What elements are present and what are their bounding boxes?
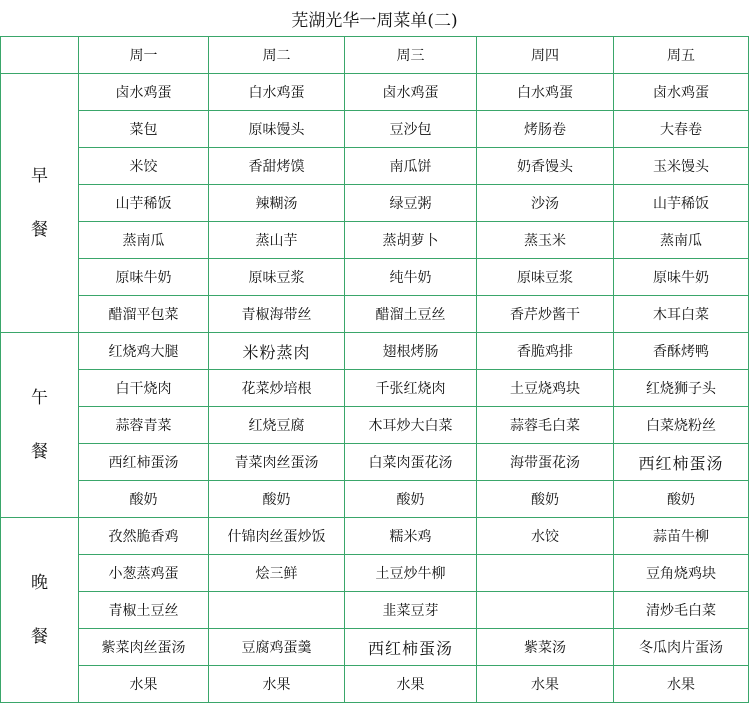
dish-cell: 西红柿蛋汤 [345, 629, 477, 666]
menu-row [1, 407, 749, 444]
menu-row [1, 185, 749, 222]
day-header: 周二 [209, 37, 345, 74]
dish-cell [477, 592, 614, 629]
dish-cell: 小葱蒸鸡蛋 [79, 555, 209, 592]
menu-row [1, 592, 749, 629]
day-header: 周五 [614, 37, 749, 74]
dish-cell: 紫菜汤 [477, 629, 614, 666]
dish-cell: 白菜烧粉丝 [614, 407, 749, 444]
dish-cell: 米饺 [79, 148, 209, 185]
dish-cell: 青椒海带丝 [209, 296, 345, 333]
meal-label-char: 餐 [31, 627, 48, 647]
dish-cell: 水果 [477, 666, 614, 703]
dish-cell: 韭菜豆芽 [345, 592, 477, 629]
dish-cell: 酸奶 [614, 481, 749, 518]
dish-cell: 醋溜平包菜 [79, 296, 209, 333]
dish-cell: 烤肠卷 [477, 111, 614, 148]
dish-cell: 蒸南瓜 [79, 222, 209, 259]
dish-cell: 蒜蓉青菜 [79, 407, 209, 444]
dish-cell: 红烧鸡大腿 [79, 333, 209, 370]
menu-row [1, 370, 749, 407]
dish-cell: 水果 [614, 666, 749, 703]
menu-row [1, 629, 749, 666]
day-header: 周一 [79, 37, 209, 74]
dish-cell: 沙汤 [477, 185, 614, 222]
dish-cell: 绿豆粥 [345, 185, 477, 222]
dish-cell: 卤水鸡蛋 [614, 74, 749, 111]
menu-row [1, 666, 749, 703]
dish-cell: 酸奶 [209, 481, 345, 518]
dish-cell: 西红柿蛋汤 [614, 444, 749, 481]
meal-label [1, 518, 79, 703]
dish-cell: 清炒毛白菜 [614, 592, 749, 629]
dish-cell: 蒸玉米 [477, 222, 614, 259]
meal-label-char: 午 [31, 388, 48, 408]
dish-cell: 醋溜土豆丝 [345, 296, 477, 333]
menu-row [1, 148, 749, 185]
dish-cell: 木耳白菜 [614, 296, 749, 333]
dish-cell [209, 592, 345, 629]
dish-cell: 纯牛奶 [345, 259, 477, 296]
dish-cell: 蒸山芋 [209, 222, 345, 259]
dish-cell: 海带蛋花汤 [477, 444, 614, 481]
dish-cell: 青椒土豆丝 [79, 592, 209, 629]
dish-cell: 卤水鸡蛋 [345, 74, 477, 111]
dish-cell: 原味牛奶 [79, 259, 209, 296]
dish-cell: 白菜肉蛋花汤 [345, 444, 477, 481]
meal-label-char: 早 [31, 166, 48, 186]
menu-row [1, 259, 749, 296]
dish-cell: 水果 [79, 666, 209, 703]
dish-cell: 蒜苗牛柳 [614, 518, 749, 555]
dish-cell: 红烧豆腐 [209, 407, 345, 444]
dish-cell: 卤水鸡蛋 [79, 74, 209, 111]
dish-cell: 烩三鲜 [209, 555, 345, 592]
dish-cell: 白水鸡蛋 [209, 74, 345, 111]
dish-cell: 水饺 [477, 518, 614, 555]
menu-row [1, 481, 749, 518]
dish-cell: 山芋稀饭 [79, 185, 209, 222]
dish-cell: 糯米鸡 [345, 518, 477, 555]
menu-row [1, 444, 749, 481]
dish-cell: 白水鸡蛋 [477, 74, 614, 111]
dish-cell: 原味牛奶 [614, 259, 749, 296]
menu-row [1, 74, 749, 111]
dish-cell: 千张红烧肉 [345, 370, 477, 407]
dish-cell: 红烧狮子头 [614, 370, 749, 407]
menu-row [1, 518, 749, 555]
dish-cell: 翅根烤肠 [345, 333, 477, 370]
dish-cell: 菜包 [79, 111, 209, 148]
dish-cell: 水果 [209, 666, 345, 703]
dish-cell: 蒸南瓜 [614, 222, 749, 259]
dish-cell: 蒜蓉毛白菜 [477, 407, 614, 444]
dish-cell: 原味豆浆 [477, 259, 614, 296]
dish-cell: 酸奶 [345, 481, 477, 518]
dish-cell: 辣糊汤 [209, 185, 345, 222]
corner-cell [1, 37, 79, 74]
menu-title: 芜湖光华一周菜单(二) [1, 0, 749, 37]
meal-label-char: 餐 [31, 442, 48, 462]
dish-cell: 蒸胡萝卜 [345, 222, 477, 259]
dish-cell: 土豆烧鸡块 [477, 370, 614, 407]
menu-row [1, 296, 749, 333]
day-header: 周三 [345, 37, 477, 74]
dish-cell: 香甜烤馍 [209, 148, 345, 185]
dish-cell: 冬瓜肉片蛋汤 [614, 629, 749, 666]
dish-cell: 豆角烧鸡块 [614, 555, 749, 592]
meal-label [1, 333, 79, 518]
dish-cell: 大春卷 [614, 111, 749, 148]
dish-cell: 紫菜肉丝蛋汤 [79, 629, 209, 666]
dish-cell: 木耳炒大白菜 [345, 407, 477, 444]
dish-cell: 酸奶 [79, 481, 209, 518]
dish-cell: 南瓜饼 [345, 148, 477, 185]
dish-cell: 青菜肉丝蛋汤 [209, 444, 345, 481]
menu-row [1, 111, 749, 148]
dish-cell: 豆沙包 [345, 111, 477, 148]
dish-cell: 豆腐鸡蛋羹 [209, 629, 345, 666]
meal-label-char: 晚 [31, 573, 48, 593]
dish-cell: 原味豆浆 [209, 259, 345, 296]
dish-cell: 香芹炒酱干 [477, 296, 614, 333]
dish-cell: 西红柿蛋汤 [79, 444, 209, 481]
menu-row [1, 555, 749, 592]
day-header: 周四 [477, 37, 614, 74]
meal-label [1, 74, 79, 333]
meal-label-char: 餐 [31, 220, 48, 240]
dish-cell: 土豆炒牛柳 [345, 555, 477, 592]
menu-row [1, 222, 749, 259]
dish-cell: 花菜炒培根 [209, 370, 345, 407]
dish-cell: 白干烧肉 [79, 370, 209, 407]
menu-row [1, 333, 749, 370]
dish-cell: 香酥烤鸭 [614, 333, 749, 370]
dish-cell: 水果 [345, 666, 477, 703]
dish-cell: 玉米馒头 [614, 148, 749, 185]
dish-cell: 米粉蒸肉 [209, 333, 345, 370]
dish-cell: 什锦肉丝蛋炒饭 [209, 518, 345, 555]
dish-cell: 山芋稀饭 [614, 185, 749, 222]
dish-cell: 酸奶 [477, 481, 614, 518]
dish-cell: 奶香馒头 [477, 148, 614, 185]
dish-cell: 香脆鸡排 [477, 333, 614, 370]
dish-cell [477, 555, 614, 592]
dish-cell: 原味馒头 [209, 111, 345, 148]
dish-cell: 孜然脆香鸡 [79, 518, 209, 555]
